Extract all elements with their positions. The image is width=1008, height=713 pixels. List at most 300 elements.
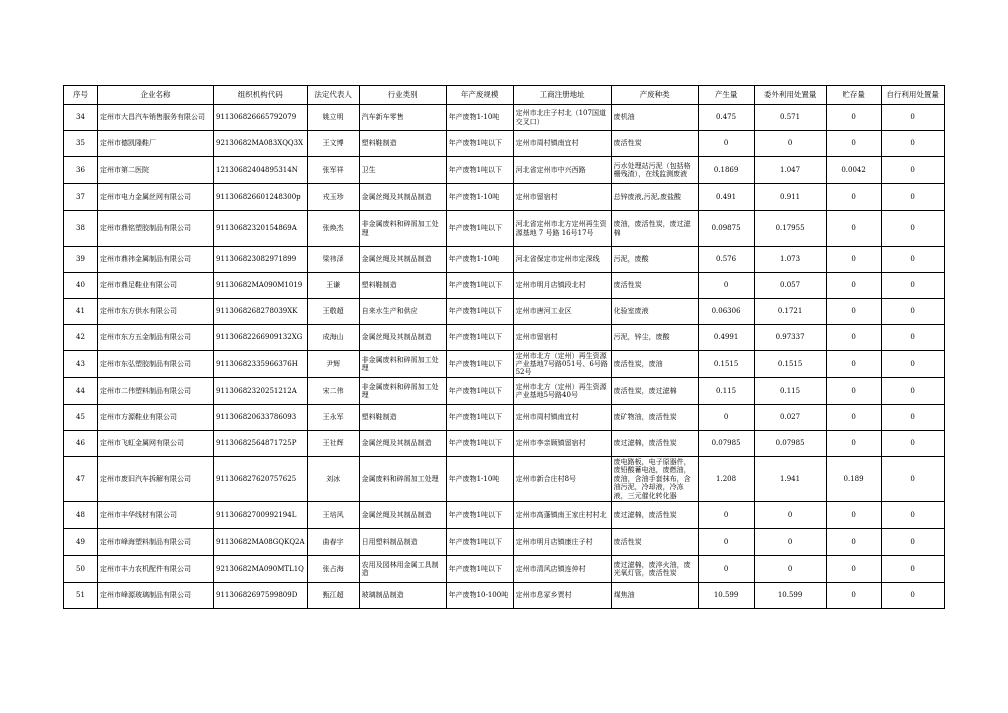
cell-org-code-text: 911306826975998​09D	[216, 591, 298, 600]
cell-waste-type-text: 总锌废液,污泥,废盐酸	[613, 192, 682, 201]
cell-self-disposed-text: 0	[910, 333, 915, 342]
cell-waste-type-text: 化验室废液	[613, 307, 649, 316]
cell-address	[513, 299, 611, 325]
cell-self-disposed-text: 0	[910, 113, 915, 122]
cell-address-text: 定州市周村镇南宜村	[515, 413, 579, 422]
cell-waste-type-text: 废活性炭	[613, 139, 642, 148]
col-header-outsourced: 委外利用处置量	[754, 86, 826, 105]
cell-self-disposed-text: 0	[910, 564, 915, 573]
cell-legal-rep	[307, 529, 359, 556]
cell-scale-text: 年产废物1吨以下	[448, 224, 503, 233]
cell-waste-type	[611, 457, 698, 502]
cell-company	[98, 211, 214, 247]
cell-scale-text: 年产废物1吨以下	[448, 281, 503, 290]
cell-index-text: 46	[76, 439, 85, 448]
cell-waste-type-text: 废活性炭	[613, 281, 642, 290]
cell-waste-type-text: 煤焦油	[613, 591, 635, 600]
cell-outsourced-text: 0.115	[780, 386, 801, 395]
cell-company	[98, 157, 214, 184]
cell-address	[513, 273, 611, 299]
cell-stored-text: 0	[851, 224, 856, 233]
cell-outsourced-text: 0	[787, 537, 793, 546]
cell-legal-rep	[307, 184, 359, 211]
cell-waste-type-text: 污泥，废酸	[613, 255, 649, 264]
cell-company	[98, 529, 214, 556]
cell-company-text: 定州市东方供水有限公司	[100, 307, 177, 316]
cell-scale-text: 年产废物1吨以下	[448, 333, 503, 342]
cell-waste-type-text: 废过滤棉，废淬火油，废光氧灯管，废活性炭	[613, 560, 691, 577]
cell-scale-text: 年产废物1-10吨	[448, 113, 500, 122]
cell-org-code	[214, 556, 308, 583]
cell-produced-text: 0	[723, 281, 729, 290]
cell-company	[98, 457, 214, 502]
cell-industry	[359, 131, 446, 157]
cell-legal-rep	[307, 556, 359, 583]
cell-org-code-text: 911306823201548​69A	[216, 224, 297, 233]
cell-self-disposed-text: 0	[910, 281, 915, 290]
cell-produced-text: 0	[723, 564, 729, 573]
cell-self-disposed-text: 0	[910, 474, 915, 483]
cell-scale	[446, 273, 513, 299]
cell-address-text: 定州市留宿村	[515, 333, 558, 342]
cell-scale	[446, 556, 513, 583]
cell-stored-text: 0	[851, 307, 856, 316]
cell-outsourced-text: 0.1515	[777, 359, 803, 368]
cell-company-text: 定州市峰海塑料制品有限公司	[100, 537, 191, 546]
cell-legal-rep-text: 甄江超	[322, 591, 344, 600]
cell-produced-text: 0.1869	[713, 165, 739, 174]
cell-scale	[446, 105, 513, 131]
cell-self-disposed	[881, 502, 944, 529]
cell-waste-type-text: 废矿物油，废活性炭	[613, 413, 677, 422]
cell-produced-text: 0	[723, 510, 729, 519]
cell-index-text: 39	[76, 255, 85, 264]
cell-produced	[698, 405, 754, 431]
cell-legal-rep	[307, 431, 359, 457]
cell-address	[513, 325, 611, 351]
cell-legal-rep-text: 梁祎泽	[322, 255, 344, 264]
cell-self-disposed-text: 0	[910, 510, 915, 519]
cell-address	[513, 211, 611, 247]
cell-produced-text: 0.475	[716, 113, 737, 122]
cell-index	[64, 299, 98, 325]
cell-legal-rep-text: 王社辉	[322, 439, 344, 448]
cell-outsourced	[754, 131, 826, 157]
table-row	[64, 247, 945, 273]
cell-org-code-text: 911306826601248300p	[216, 192, 301, 201]
cell-index-text: 42	[76, 333, 85, 342]
cell-outsourced	[754, 299, 826, 325]
cell-industry-text: 金属丝绳及其制品制造	[361, 510, 432, 519]
cell-stored-text: 0	[851, 591, 856, 600]
cell-waste-type	[611, 273, 698, 299]
cell-company	[98, 325, 214, 351]
cell-org-code	[214, 299, 308, 325]
table-row	[64, 211, 945, 247]
col-header-self-disposed: 自行利用处置量	[881, 86, 944, 105]
cell-produced	[698, 502, 754, 529]
cell-company-text: 定州市东方五金制品有限公司	[100, 333, 191, 342]
cell-stored	[826, 378, 881, 405]
cell-self-disposed-text: 0	[910, 307, 915, 316]
cell-legal-rep-text: 曲春宇	[322, 537, 344, 546]
cell-self-disposed-text: 0	[910, 591, 915, 600]
cell-self-disposed	[881, 273, 944, 299]
cell-produced	[698, 431, 754, 457]
cell-address	[513, 431, 611, 457]
cell-self-disposed	[881, 247, 944, 273]
cell-index	[64, 247, 98, 273]
cell-index-text: 35	[76, 139, 85, 148]
cell-address-text: 定州市息冢乡贾村	[515, 591, 572, 600]
cell-org-code-text: 91130682MA090M1019	[216, 281, 303, 290]
cell-scale	[446, 157, 513, 184]
cell-produced	[698, 325, 754, 351]
cell-legal-rep-text: 宋二伟	[322, 386, 344, 395]
cell-address-text: 定州市李亲顾镇留宿村	[515, 439, 586, 448]
cell-produced	[698, 131, 754, 157]
cell-industry-text: 玻璃制品制造	[361, 591, 404, 600]
cell-org-code-text: 911306823202​51212A	[216, 386, 297, 395]
cell-index	[64, 273, 98, 299]
cell-org-code	[214, 157, 308, 184]
cell-produced	[698, 556, 754, 583]
cell-industry-text: 自来水生产和供应	[361, 307, 418, 316]
cell-waste-type	[611, 529, 698, 556]
cell-stored	[826, 502, 881, 529]
cell-company-text: 定州市峰源玻璃制品有限公司	[100, 591, 191, 600]
cell-company	[98, 247, 214, 273]
cell-company-text: 定州市鼎足鞋业有限公司	[100, 281, 177, 290]
cell-outsourced-text: 1.073	[780, 255, 801, 264]
cell-scale-text: 年产废物1吨以下	[448, 307, 503, 316]
table-row	[64, 583, 945, 609]
cell-outsourced	[754, 273, 826, 299]
cell-scale	[446, 431, 513, 457]
cell-org-code-text: 91130682MA08GQKQ2A	[216, 537, 305, 546]
cell-outsourced-text: 0.07985	[775, 439, 805, 448]
cell-org-code	[214, 211, 308, 247]
col-header-scale: 年产废规模	[446, 86, 513, 105]
cell-outsourced	[754, 157, 826, 184]
cell-stored	[826, 431, 881, 457]
cell-industry	[359, 431, 446, 457]
cell-org-code-text: 911306827009921​94L	[216, 510, 297, 519]
cell-index	[64, 431, 98, 457]
cell-legal-rep	[307, 405, 359, 431]
cell-address	[513, 502, 611, 529]
cell-self-disposed-text: 0	[910, 537, 915, 546]
cell-index	[64, 131, 98, 157]
cell-company	[98, 105, 214, 131]
table-row	[64, 529, 945, 556]
cell-address-text: 定州市北方（定州）再生资源产业基地5号路40号	[515, 382, 607, 399]
cell-stored-text: 0	[851, 537, 856, 546]
cell-self-disposed	[881, 211, 944, 247]
cell-waste-type	[611, 502, 698, 529]
cell-index-text: 41	[76, 307, 85, 316]
cell-index-text: 48	[76, 510, 85, 519]
cell-address-text: 定州市新合庄村8号	[515, 474, 577, 483]
cell-address-text: 河北省保定市定州市定深线	[515, 255, 600, 264]
cell-scale-text: 年产废物1-10吨	[448, 474, 500, 483]
cell-company-text: 定州市电力金属丝网有限公司	[100, 192, 191, 201]
cell-legal-rep-text: 尹辉	[326, 359, 341, 368]
cell-company-text: 定州市飞虹金属网有限公司	[100, 439, 184, 448]
cell-legal-rep-text: 姚立明	[322, 113, 344, 122]
cell-company-text: 定州市方源鞋业有限公司	[100, 413, 177, 422]
cell-address-text: 定州市高蓬镇南王家庄村村北	[515, 510, 607, 519]
cell-address	[513, 457, 611, 502]
cell-stored-text: 0	[851, 413, 856, 422]
cell-stored	[826, 273, 881, 299]
cell-outsourced	[754, 378, 826, 405]
cell-scale-text: 年产废物1吨以下	[448, 537, 503, 546]
cell-index-text: 34	[76, 113, 85, 122]
cell-legal-rep	[307, 247, 359, 273]
cell-produced	[698, 184, 754, 211]
table-row	[64, 299, 945, 325]
cell-company	[98, 131, 214, 157]
cell-self-disposed	[881, 431, 944, 457]
cell-legal-rep	[307, 457, 359, 502]
cell-waste-type	[611, 431, 698, 457]
cell-self-disposed-text: 0	[910, 224, 915, 233]
cell-industry-text: 非金属废料和碎屑加工处理	[361, 355, 439, 372]
cell-industry	[359, 351, 446, 378]
cell-index	[64, 405, 98, 431]
cell-scale-text: 年产废物10-100吨	[448, 591, 509, 600]
cell-scale	[446, 184, 513, 211]
cell-address	[513, 583, 611, 609]
cell-address	[513, 556, 611, 583]
cell-address	[513, 378, 611, 405]
cell-legal-rep-text: 张军祥	[322, 165, 344, 174]
cell-outsourced	[754, 457, 826, 502]
cell-index	[64, 105, 98, 131]
cell-produced	[698, 457, 754, 502]
cell-waste-type	[611, 583, 698, 609]
cell-address-text: 河北省定州市北方定州再生资源基地 7 号路 16号17号	[515, 220, 607, 237]
cell-outsourced	[754, 211, 826, 247]
cell-scale	[446, 299, 513, 325]
cell-industry	[359, 325, 446, 351]
cell-self-disposed-text: 0	[910, 413, 915, 422]
cell-index-text: 38	[76, 224, 85, 233]
cell-outsourced-text: 0.057	[780, 281, 801, 290]
cell-legal-rep-text: 戎玉珍	[322, 192, 344, 201]
cell-outsourced	[754, 351, 826, 378]
cell-org-code	[214, 105, 308, 131]
cell-produced	[698, 299, 754, 325]
cell-legal-rep-text: 成海山	[322, 333, 344, 342]
table-row	[64, 502, 945, 529]
cell-industry	[359, 247, 446, 273]
cell-produced	[698, 378, 754, 405]
cell-company	[98, 351, 214, 378]
cell-waste-type-text: 废油，废活性炭，废过滤棉	[613, 220, 691, 237]
cell-legal-rep-text: 王培风	[322, 510, 344, 519]
cell-company-text: 定州市丰华线材有限公司	[100, 510, 177, 519]
cell-stored	[826, 457, 881, 502]
cell-org-code	[214, 457, 308, 502]
cell-industry	[359, 105, 446, 131]
cell-stored-text: 0	[851, 439, 856, 448]
cell-industry-text: 金属丝绳及其制品制造	[361, 192, 432, 201]
col-header-waste-type: 产废种类	[611, 86, 698, 105]
cell-self-disposed	[881, 184, 944, 211]
cell-produced	[698, 273, 754, 299]
cell-index-text: 47	[76, 474, 85, 483]
table-row	[64, 273, 945, 299]
cell-index-text: 49	[76, 537, 85, 546]
col-header-produced: 产生量	[698, 86, 754, 105]
cell-industry-text: 金属丝绳及其制品制造	[361, 333, 432, 342]
cell-scale	[446, 502, 513, 529]
cell-scale	[446, 457, 513, 502]
cell-stored-text: 0	[851, 113, 856, 122]
cell-industry-text: 非金属废料和碎屑加工处理	[361, 382, 439, 399]
cell-scale	[446, 131, 513, 157]
cell-legal-rep	[307, 131, 359, 157]
cell-org-code	[214, 184, 308, 211]
cell-address-text: 定州市周村镇南宜村	[515, 139, 579, 148]
col-header-industry: 行业类别	[359, 86, 446, 105]
cell-scale	[446, 211, 513, 247]
cell-scale-text: 年产废物1吨以下	[448, 386, 503, 395]
cell-scale	[446, 247, 513, 273]
cell-index-text: 50	[76, 564, 85, 573]
cell-org-code	[214, 351, 308, 378]
table-row	[64, 378, 945, 405]
cell-waste-type	[611, 184, 698, 211]
cell-address-text: 定州市明月店镇段北村	[515, 281, 586, 290]
cell-company-text: 定州市第二医院	[100, 165, 149, 174]
cell-index	[64, 457, 98, 502]
cell-industry-text: 塑料鞋制造	[361, 139, 397, 148]
cell-org-code	[214, 431, 308, 457]
cell-industry-text: 金属丝绳及其制品制造	[361, 439, 432, 448]
cell-produced-text: 1.208	[716, 474, 737, 483]
cell-industry	[359, 502, 446, 529]
header-row	[64, 86, 945, 105]
cell-org-code	[214, 247, 308, 273]
cell-org-code	[214, 131, 308, 157]
cell-legal-rep	[307, 105, 359, 131]
cell-company	[98, 556, 214, 583]
cell-self-disposed	[881, 299, 944, 325]
cell-produced	[698, 247, 754, 273]
cell-company	[98, 583, 214, 609]
cell-legal-rep	[307, 502, 359, 529]
cell-company	[98, 273, 214, 299]
cell-waste-type	[611, 299, 698, 325]
cell-index	[64, 325, 98, 351]
cell-stored	[826, 157, 881, 184]
cell-org-code-text: 92130682MA090MTL1Q	[216, 564, 304, 573]
cell-legal-rep	[307, 351, 359, 378]
cell-address	[513, 157, 611, 184]
cell-org-code	[214, 273, 308, 299]
cell-index	[64, 351, 98, 378]
cell-stored-text: 0	[851, 281, 856, 290]
cell-legal-rep-text: 张占海	[322, 564, 344, 573]
cell-industry	[359, 378, 446, 405]
cell-stored-text: 0	[851, 564, 856, 573]
cell-waste-type	[611, 378, 698, 405]
cell-waste-type	[611, 131, 698, 157]
cell-industry	[359, 157, 446, 184]
cell-stored-text: 0	[851, 510, 856, 519]
cell-address	[513, 405, 611, 431]
cell-stored	[826, 131, 881, 157]
cell-org-code-text: 911306823082971899	[216, 255, 297, 264]
cell-outsourced	[754, 405, 826, 431]
cell-stored-text: 0.0042	[841, 165, 866, 174]
cell-stored-text: 0.189	[843, 474, 864, 483]
cell-produced-text: 0.09875	[711, 224, 741, 233]
table-row	[64, 457, 945, 502]
cell-outsourced	[754, 556, 826, 583]
col-header-org-code: 组织机构代码	[214, 86, 308, 105]
cell-waste-type-text: 污泥，锌尘，废酸	[613, 333, 670, 342]
cell-industry	[359, 405, 446, 431]
cell-waste-type-text: 废电路板，电子原器件，废铅酸蓄电池，废燃油，废油，含油手套抹布，含油污泥，冷却液，冷冻液，三元催化转化器	[613, 457, 691, 500]
cell-produced-text: 0	[723, 537, 729, 546]
cell-industry-text: 金属废料和碎屑加工处理	[361, 474, 439, 483]
cell-outsourced	[754, 247, 826, 273]
cell-waste-type	[611, 105, 698, 131]
col-header-company: 企业名称	[98, 86, 214, 105]
cell-waste-type-text: 废活性炭，废过滤棉	[613, 386, 677, 395]
cell-org-code-text: 92130682MA083XQQ3X	[216, 139, 304, 148]
cell-address	[513, 529, 611, 556]
cell-industry-text: 塑料鞋制造	[361, 413, 397, 422]
cell-industry	[359, 529, 446, 556]
cell-self-disposed-text: 0	[910, 359, 915, 368]
cell-stored	[826, 583, 881, 609]
cell-index-text: 43	[76, 359, 85, 368]
cell-org-code-text: 9113068233596637​6H	[216, 359, 298, 368]
cell-stored	[826, 184, 881, 211]
cell-index	[64, 556, 98, 583]
cell-scale	[446, 351, 513, 378]
cell-legal-rep	[307, 325, 359, 351]
cell-self-disposed-text: 0	[910, 192, 915, 201]
cell-org-code	[214, 529, 308, 556]
cell-legal-rep-text: 刘冰	[326, 474, 341, 483]
cell-address-text: 河北省定州市中兴西路	[515, 165, 586, 174]
cell-industry-text: 塑料鞋制造	[361, 281, 397, 290]
cell-address-text: 定州市北方（定州）再生资源产业基地7号路051号、6号路52号	[515, 351, 608, 377]
cell-org-code-text: 911306822669​09132XG	[216, 333, 303, 342]
cell-produced-text: 0.115	[716, 386, 737, 395]
cell-stored	[826, 325, 881, 351]
cell-waste-type	[611, 556, 698, 583]
table-row	[64, 351, 945, 378]
cell-index	[64, 378, 98, 405]
cell-stored-text: 0	[851, 333, 856, 342]
cell-outsourced	[754, 105, 826, 131]
col-header-legal-rep: 法定代表人	[307, 86, 359, 105]
cell-self-disposed	[881, 556, 944, 583]
table-row	[64, 556, 945, 583]
cell-legal-rep	[307, 378, 359, 405]
table-row	[64, 325, 945, 351]
cell-industry-text: 日用塑料制品制造	[361, 537, 418, 546]
cell-legal-rep	[307, 211, 359, 247]
cell-waste-type-text: 废过滤棉，废活性炭	[613, 439, 677, 448]
